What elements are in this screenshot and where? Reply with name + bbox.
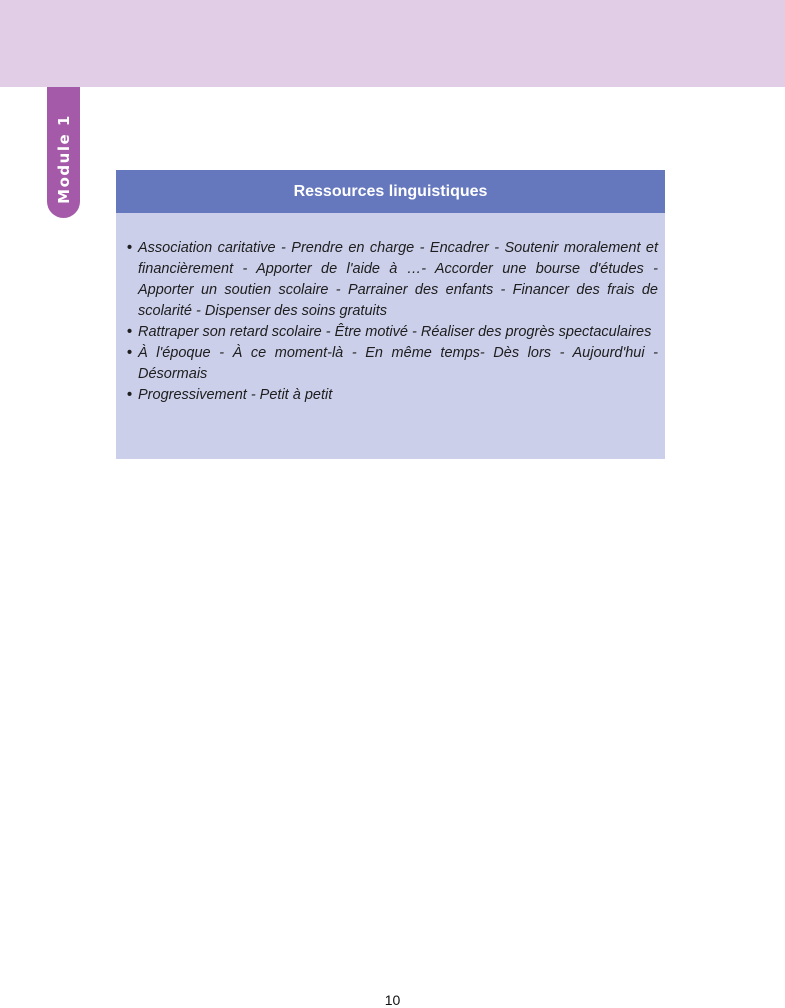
bullet-icon: • — [127, 387, 133, 403]
list-item — [127, 343, 658, 385]
page-number: 10 — [384, 992, 401, 1008]
list-item — [127, 385, 658, 406]
list-item-text: Progressivement - Petit à petit — [138, 387, 333, 403]
resource-box-title: Ressources linguistiques — [116, 170, 665, 213]
module-tab-label: Module 1 — [54, 114, 73, 204]
list-item — [127, 238, 658, 322]
list-item-text: À l'époque - À ce moment-là - En même temps- Dès lors - Aujourd'hui - Désormais — [138, 345, 658, 382]
module-tab — [47, 87, 80, 218]
list-item-text: Rattraper son retard scolaire - Être motivé - Réaliser des progrès spectaculaires — [138, 324, 652, 340]
bullet-icon: • — [127, 240, 133, 256]
resource-box — [116, 170, 665, 459]
bullet-icon: • — [127, 324, 133, 340]
top-band — [0, 0, 785, 87]
bullet-icon: • — [127, 345, 133, 361]
list-item — [127, 322, 658, 343]
list-item-text: Association caritative - Prendre en charge - Encadrer - Soutenir moralement et financièrement - Apporter de l'aide à …- Accorder une bourse d'études - Apporter un soutien scolaire - Parrainer des enfants - Financer des frais de scolarité - Dispenser des soins gratuits — [138, 240, 658, 319]
resource-list — [116, 213, 665, 406]
